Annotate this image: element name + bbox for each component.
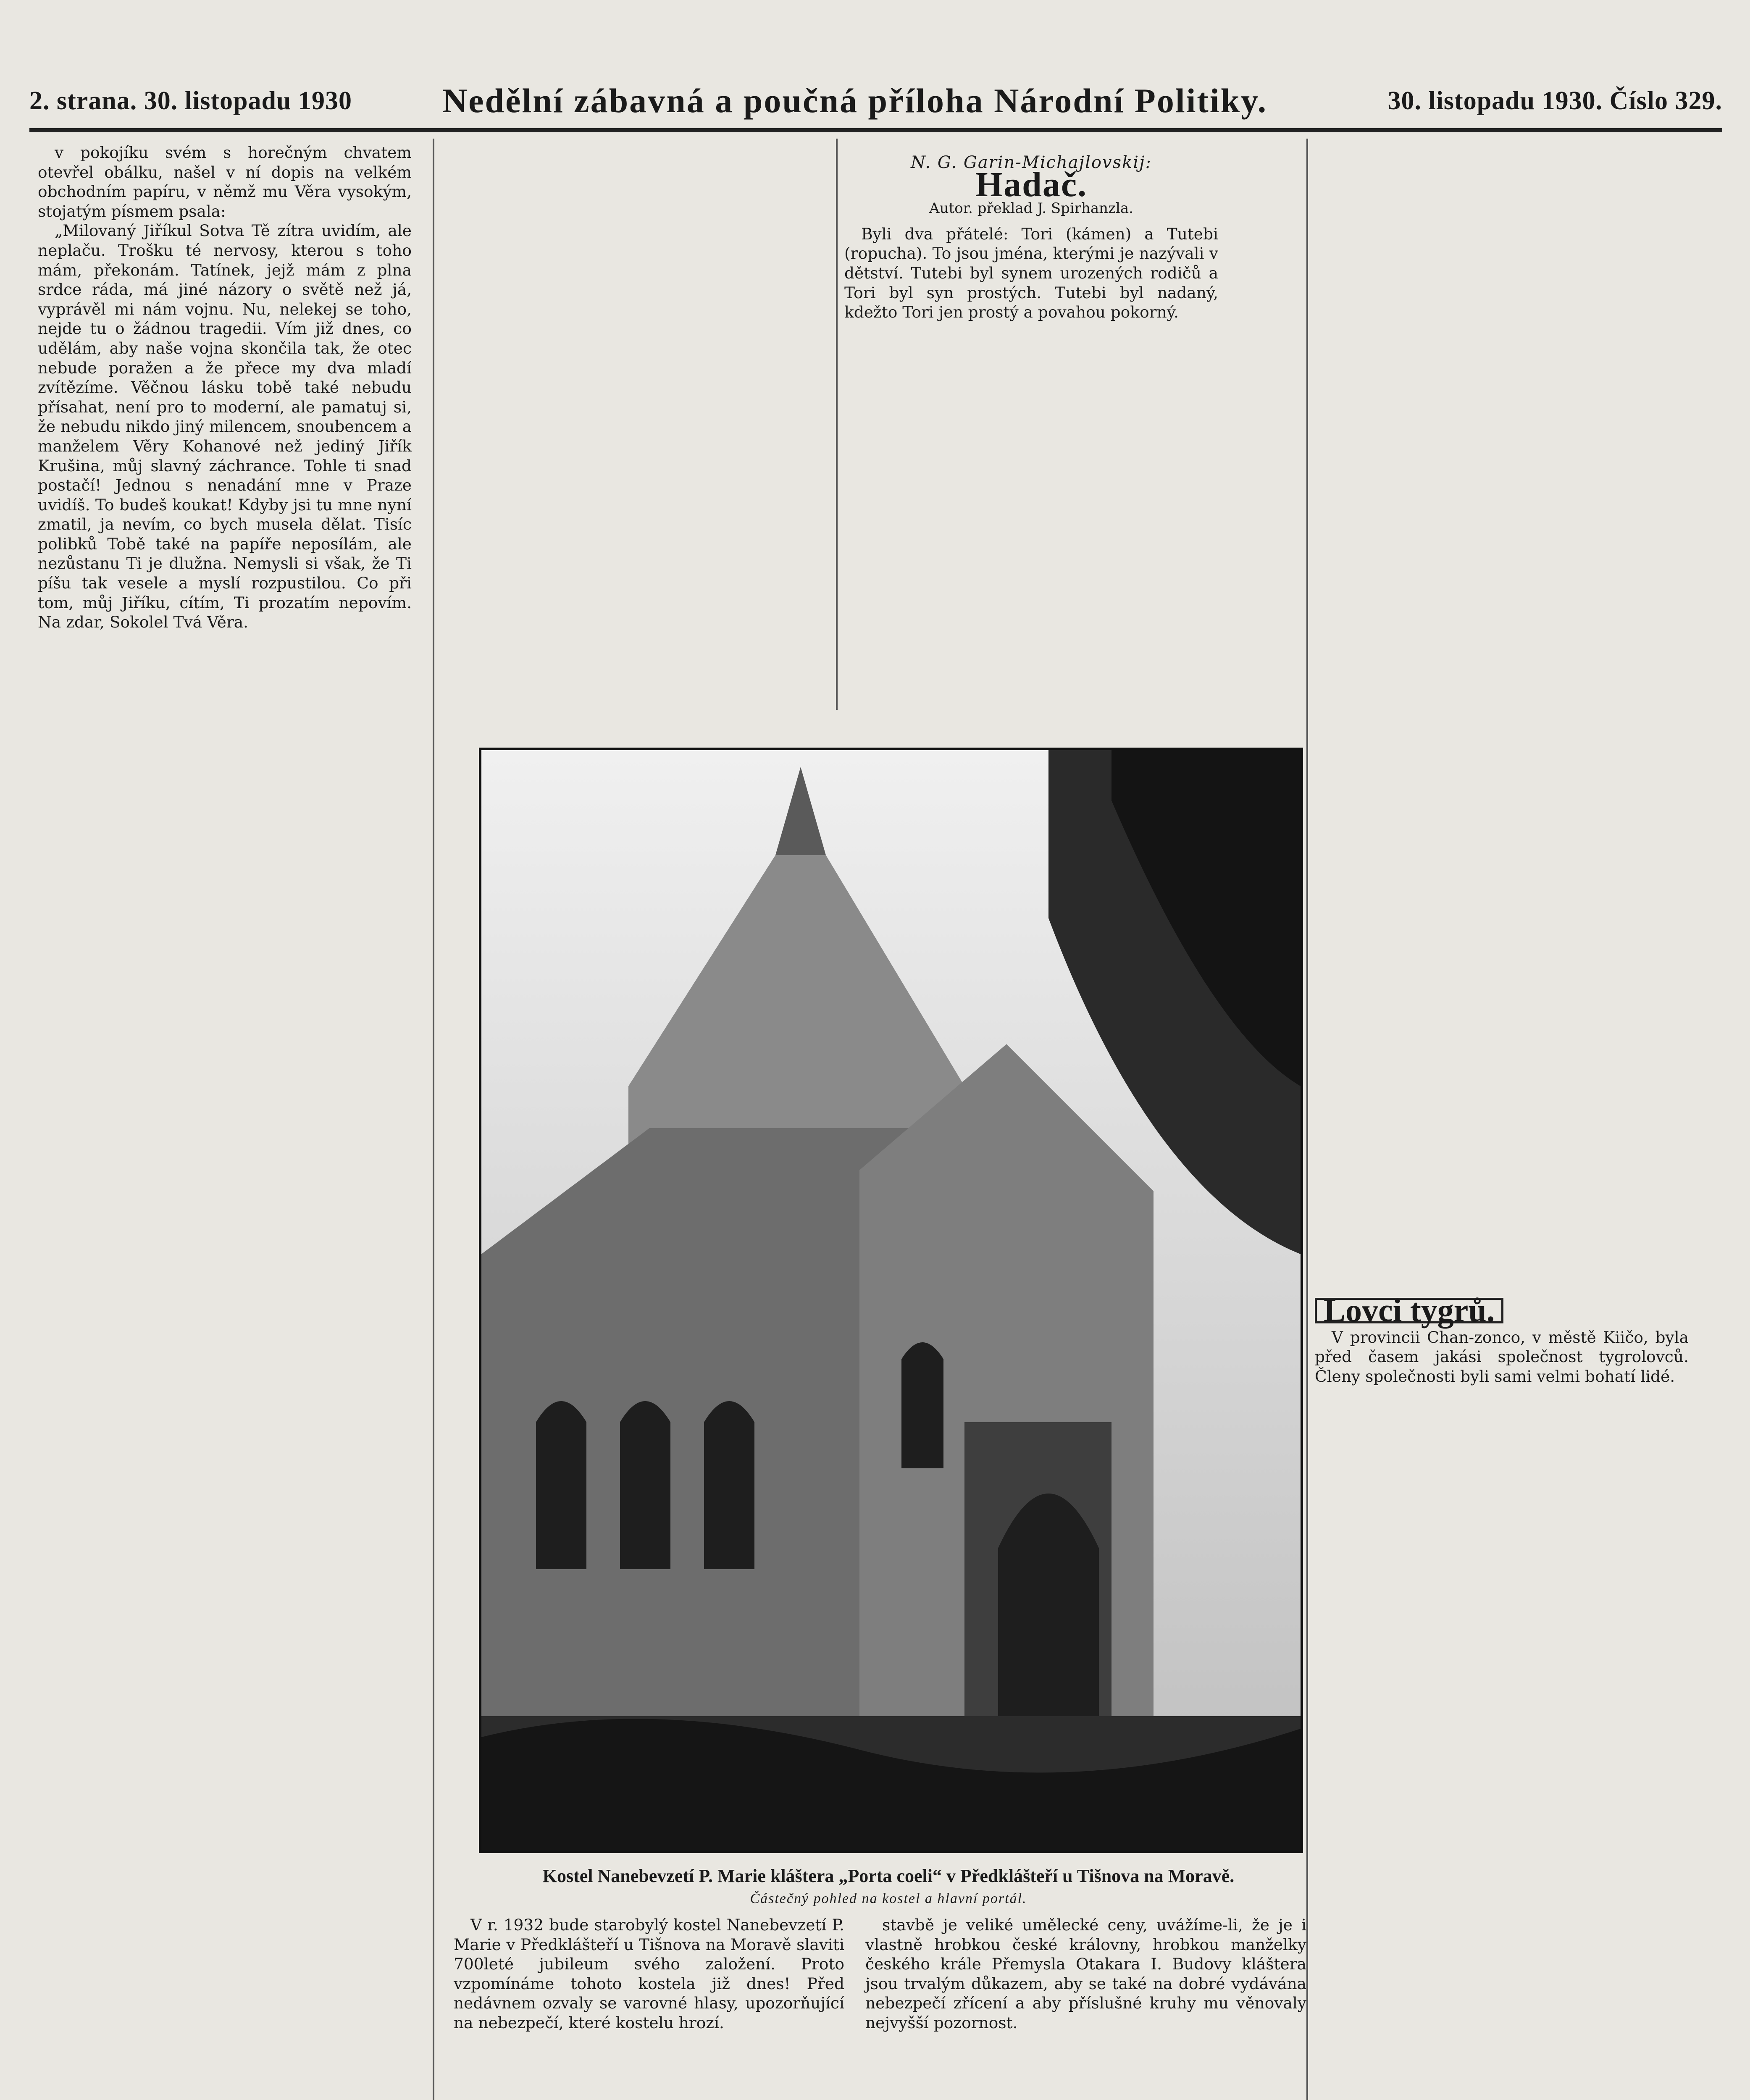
caption-title: Kostel Nanebevzetí P. Marie kláštera „Porta coeli“ v Předklášteří u Tišnova na Moravě. xyxy=(542,1866,1235,1886)
story-translator: Autor. překlad J. Spirhanzla. xyxy=(929,200,1133,217)
article-text: V r. 1932 bude starobylý kostel Nanebevzetí P. Marie v Předklášteří u Tišnova na Moravě slaviti 700leté jubileum svého založení. Proto vzpomínáme tohoto kostela již dnes! Před nedávnem ozvaly se varovné hlasy, upozorňující na nebezpečí, které kostelu hrozí. xyxy=(454,1916,844,2032)
section-title: Lovci tygrů. xyxy=(1315,1298,1503,1323)
photo-caption xyxy=(470,1865,1306,1910)
page-header xyxy=(29,76,1722,126)
story-title: Hadač. xyxy=(975,165,1088,204)
article-column-b xyxy=(865,1915,1306,2033)
column-divider xyxy=(433,139,434,2100)
masthead-title: Nedělní zábavná a poučná příloha Národní Politiky. xyxy=(442,81,1268,120)
paragraph: v pokojíku svém s horečným chvatem otevřel obálku, našel v ní dopis na velkém obchodním papíru, v němž mu Věra vysokým, stojatým písmem psala: xyxy=(38,143,412,220)
story-opening: Byli dva přátelé: Tori (kámen) a Tutebi (ropucha). To jsou jména, kterými je nazývali v dětství. Tutebi byl synem urozených rodičů a Tori byl syn prostých. Tutebi byl nadaný, kdežto Tori jen prostý a povahou pokorný. xyxy=(844,224,1218,322)
church-photo xyxy=(479,748,1303,1853)
column-divider xyxy=(1306,139,1308,2100)
column-2 xyxy=(445,143,819,743)
column-4-continued-text xyxy=(1315,143,1689,1294)
issue-date: 30. listopadu 1930. Číslo 329. xyxy=(1387,86,1722,115)
page-number: 2. strana. 30. listopadu 1930 xyxy=(29,86,352,115)
section-body xyxy=(1315,1386,1689,2100)
story-column xyxy=(844,143,1218,815)
paragraph: „Milovaný Jiříkul Sotva Tě zítra uvidím, ale neplaču. Trošku té nervosy, kterou s toho mám, překonám. Tatínek, jejž mám z plna srdce ráda, má jiné názory o světě než já, vyprávěl mi nám vojnu. Nu, nelekej se toho, nejde tu o žádnou tragedii. Vím již dnes, co udělám, aby naše vojna skončila tak, že otec nebude poražen a že přece my dva mladí zvítězíme. Věčnou lásku tobě také nebudu přísahat, není pro to moderní, ale pamatuj si, že nebudu nikdo jiný milencem, snoubencem a manželem Věry Kohanové než jediný Jiřík Krušina, můj slavný záchrance. Tohle ti snad postačí! Jednou s nenadání mne v Praze uvidíš. To budeš koukat! Kdyby jsi tu mne nyní zmatil, ja nevím, co bych musela dělat. Tisíc polibků Tobě také na papíře neposílám, ale nezůstanu Ti je dlužna. Nemysli si však, že Ti píšu tak vesele a myslí rozpustilou. Co při tom, můj Jiříku, cítím, Ti prozatím nepovím. Na zdar, Sokolel Tvá Věra. xyxy=(38,221,412,632)
column-divider xyxy=(836,139,838,710)
article-column-a xyxy=(454,1915,844,2033)
header-rule xyxy=(29,128,1722,132)
column-4 xyxy=(1315,143,1689,2100)
story-author: N. G. Garin-Michajlovskij: xyxy=(911,153,1152,172)
caption-subtitle: Částečný pohled na kostel a hlavní portál. xyxy=(750,1891,1027,1906)
church-illustration xyxy=(481,750,1301,1851)
column-1 xyxy=(38,143,412,2100)
article-text: stavbě je veliké umělecké ceny, uvážíme-li, že je i vlastně hrobkou české královny, hrobkou manželky českého krále Přemysla Otakara I. Budovy kláštera jsou trvalým důkazem, aby se také na dobré vydávána nebezpečí zřícení a aby příslušné kruhy mu věnovaly nejvyšší pozornost. xyxy=(865,1916,1306,2032)
section-opening: V provincii Chan-zonco, v městě Kiičo, byla před časem jakási společnost tygrolovců. Členy společnosti byli sami velmi bohatí lidé. xyxy=(1315,1328,1689,1386)
